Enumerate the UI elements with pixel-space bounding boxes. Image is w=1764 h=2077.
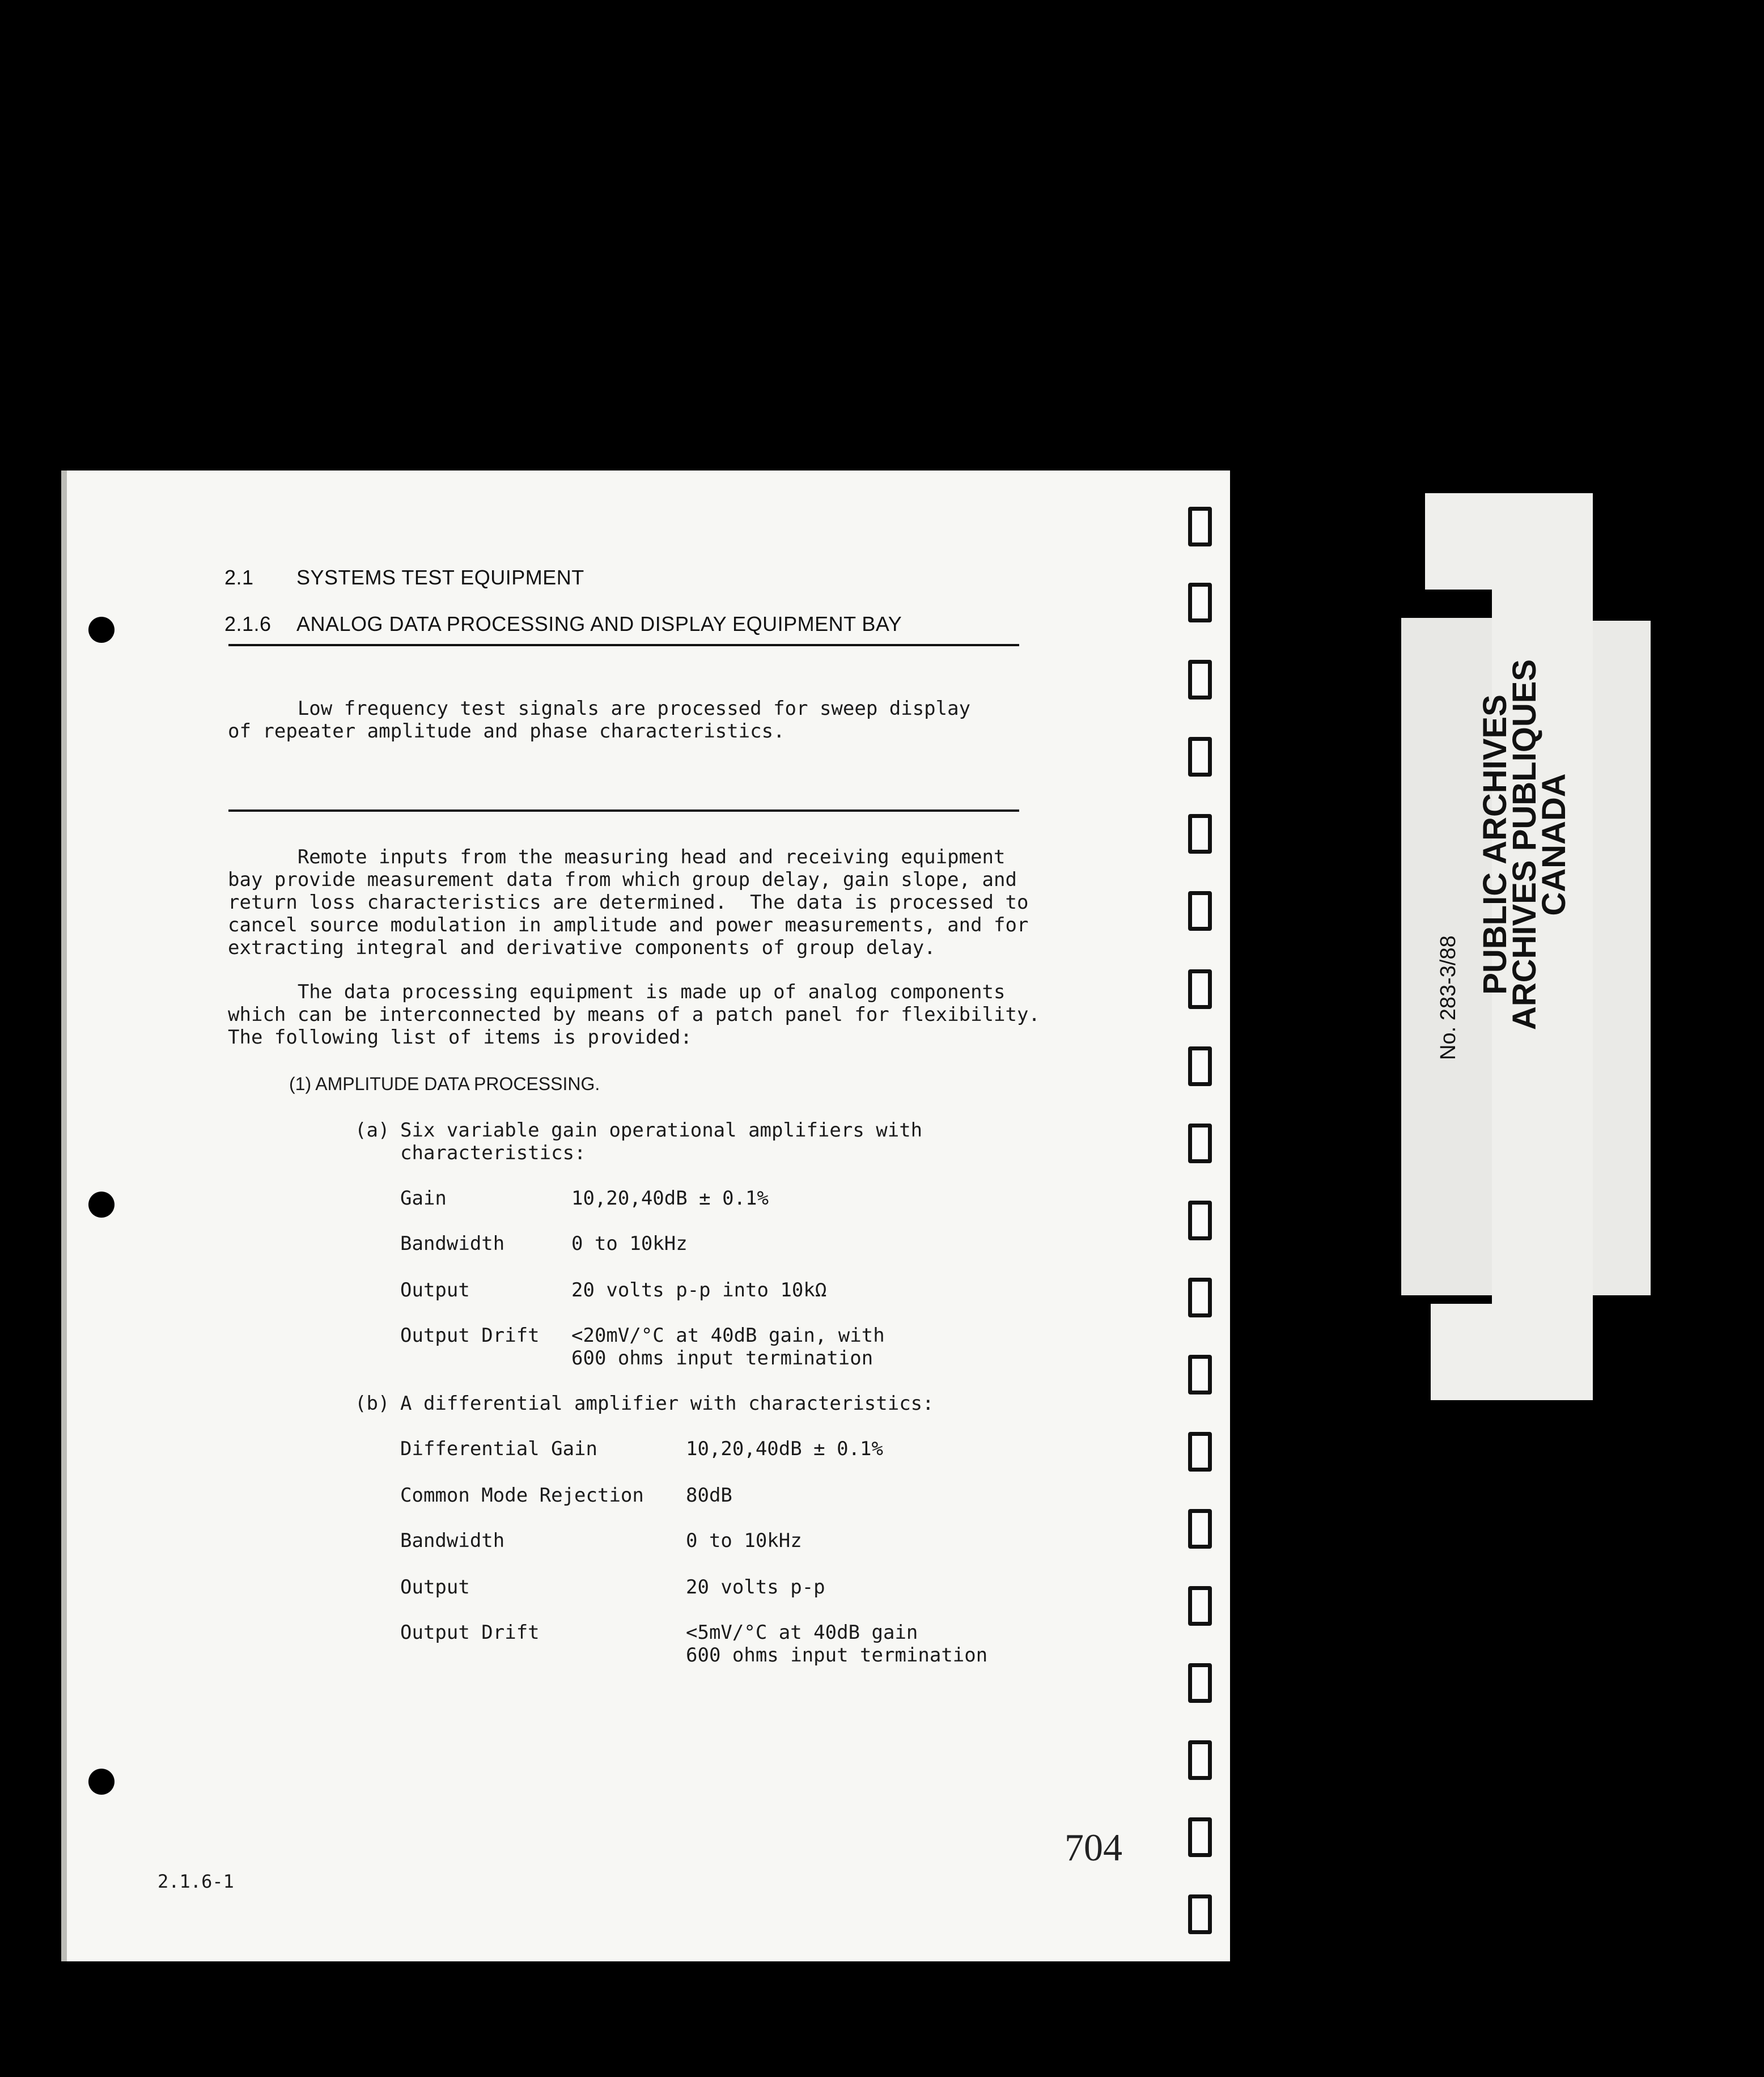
heading-rule bbox=[228, 644, 1019, 646]
spec-value-line: 600 ohms input termination bbox=[686, 1644, 988, 1667]
spec-value: 0 to 10kHz bbox=[571, 1232, 688, 1255]
binder-slot bbox=[1188, 891, 1212, 931]
archive-label bbox=[1477, 561, 1594, 1128]
tab-bottom bbox=[1431, 1304, 1593, 1400]
paragraph-remote-inputs bbox=[228, 846, 1028, 959]
binder-slot bbox=[1188, 737, 1212, 777]
spec-value: 20 volts p-p bbox=[686, 1576, 825, 1599]
binder-slot bbox=[1188, 1432, 1212, 1472]
item-a-marker: (a) bbox=[355, 1119, 390, 1142]
binder-slot bbox=[1188, 507, 1212, 546]
paragraph-data-processing bbox=[228, 981, 1040, 1049]
paragraph-line: return loss characteristics are determined. The data is processed to bbox=[228, 891, 1029, 914]
list-heading: (1) AMPLITUDE DATA PROCESSING. bbox=[289, 1074, 600, 1094]
subsection-title: ANALOG DATA PROCESSING AND DISPLAY EQUIPMENT BAY bbox=[296, 612, 902, 635]
summary-line: of repeater amplitude and phase characteristics. bbox=[228, 720, 785, 743]
spec-value: 10,20,40dB ± 0.1% bbox=[686, 1438, 883, 1460]
binder-slot bbox=[1188, 583, 1212, 622]
paragraph-line: Remote inputs from the measuring head and receiving equipment bbox=[228, 846, 1006, 868]
punch-hole bbox=[88, 617, 115, 643]
section-title: SYSTEMS TEST EQUIPMENT bbox=[296, 566, 584, 589]
binder-slot bbox=[1188, 660, 1212, 700]
paragraph-line: The following list of items is provided: bbox=[228, 1026, 692, 1049]
subsection-number: 2.1.6 bbox=[224, 612, 272, 635]
archive-number: No. 283-3/88 bbox=[1436, 935, 1460, 1060]
spec-value: 20 volts p-p into 10kΩ bbox=[571, 1279, 827, 1302]
paragraph-line: extracting integral and derivative components of group delay. bbox=[228, 936, 936, 959]
document-page bbox=[61, 470, 1230, 1961]
spec-label: Differential Gain bbox=[400, 1438, 597, 1460]
punch-hole bbox=[88, 1769, 115, 1795]
spec-label: Output Drift bbox=[400, 1621, 540, 1644]
item-a-line: characteristics: bbox=[400, 1142, 586, 1164]
spec-value-line: <5mV/°C at 40dB gain bbox=[686, 1621, 918, 1644]
spec-value-line: 600 ohms input termination bbox=[571, 1347, 873, 1370]
punch-hole bbox=[88, 1192, 115, 1218]
archive-line: ARCHIVES PUBLIQUES bbox=[1506, 659, 1543, 1031]
tab-right-strip bbox=[1593, 621, 1651, 1295]
spec-label: Bandwidth bbox=[400, 1232, 505, 1255]
spec-label: Gain bbox=[400, 1187, 447, 1210]
summary-rule bbox=[228, 809, 1019, 812]
spec-label: Bandwidth bbox=[400, 1529, 505, 1552]
summary-line: Low frequency test signals are processed for sweep display bbox=[228, 697, 971, 720]
item-b-text: A differential amplifier with characteristics: bbox=[400, 1392, 934, 1415]
binder-slot bbox=[1188, 969, 1212, 1009]
section-number: 2.1 bbox=[224, 566, 254, 589]
paragraph-line: bay provide measurement data from which group delay, gain slope, and bbox=[228, 868, 1017, 891]
binder-slot bbox=[1188, 1201, 1212, 1240]
paragraph-line: cancel source modulation in amplitude and power measurements, and for bbox=[228, 914, 1029, 936]
binder-slot bbox=[1188, 1894, 1212, 1934]
spec-value: 0 to 10kHz bbox=[686, 1529, 802, 1552]
page-number: 704 bbox=[1065, 1826, 1122, 1869]
item-b-marker: (b) bbox=[355, 1392, 390, 1415]
paragraph-line: which can be interconnected by means of a patch panel for flexibility. bbox=[228, 1003, 1040, 1026]
footer-code: 2.1.6-1 bbox=[158, 1871, 234, 1892]
binder-slot bbox=[1188, 1355, 1212, 1394]
spec-value bbox=[571, 1324, 885, 1370]
binder-slot bbox=[1188, 1663, 1212, 1703]
binder-slot bbox=[1188, 1586, 1212, 1626]
binder-slot bbox=[1188, 1817, 1212, 1857]
spec-value bbox=[686, 1621, 987, 1667]
spec-value: 10,20,40dB ± 0.1% bbox=[571, 1187, 769, 1210]
spec-label: Output bbox=[400, 1279, 470, 1302]
spec-value: 80dB bbox=[686, 1484, 732, 1507]
binder-slot bbox=[1188, 1740, 1212, 1780]
spec-value-line: <20mV/°C at 40dB gain, with bbox=[571, 1324, 885, 1347]
item-a-line: Six variable gain operational amplifiers with bbox=[400, 1119, 923, 1142]
item-a-text bbox=[400, 1119, 922, 1164]
paragraph-line: The data processing equipment is made up of analog components bbox=[228, 981, 1006, 1003]
binder-slot bbox=[1188, 1278, 1212, 1317]
binder-slot bbox=[1188, 1509, 1212, 1549]
binder-slot bbox=[1188, 814, 1212, 854]
binder-slot bbox=[1188, 1046, 1212, 1086]
spec-label: Output bbox=[400, 1576, 470, 1599]
summary-paragraph bbox=[228, 697, 970, 743]
spec-label: Output Drift bbox=[400, 1324, 540, 1347]
binder-slot bbox=[1188, 1124, 1212, 1163]
archive-line: CANADA bbox=[1536, 773, 1572, 916]
archive-line: PUBLIC ARCHIVES bbox=[1477, 694, 1513, 995]
spec-label: Common Mode Rejection bbox=[400, 1484, 644, 1507]
